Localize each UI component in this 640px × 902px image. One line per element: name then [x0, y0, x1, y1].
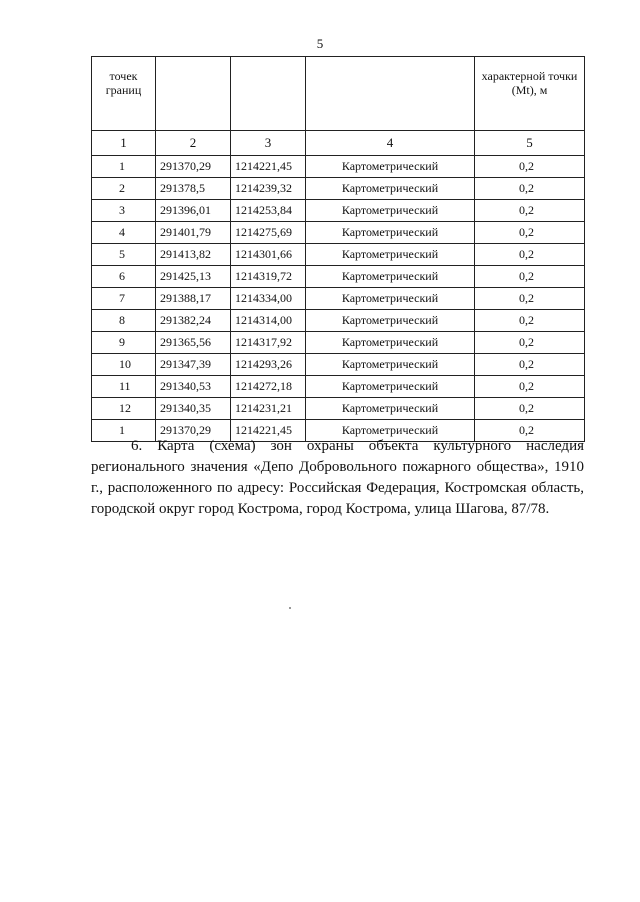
point-number-cell: 3	[92, 200, 156, 222]
y-coordinate-cell: 1214253,84	[231, 200, 306, 222]
y-coordinate-cell: 1214314,00	[231, 310, 306, 332]
header-x	[156, 57, 231, 131]
y-coordinate-cell: 1214221,45	[231, 156, 306, 178]
scan-speck	[289, 607, 291, 609]
x-coordinate-cell: 291382,24	[156, 310, 231, 332]
method-cell: Картометрический	[306, 310, 475, 332]
y-coordinate-cell: 1214319,72	[231, 266, 306, 288]
x-coordinate-cell: 291370,29	[156, 420, 231, 442]
accuracy-cell: 0,2	[475, 156, 585, 178]
table-row	[92, 332, 585, 354]
point-number-cell: 4	[92, 222, 156, 244]
accuracy-cell: 0,2	[475, 332, 585, 354]
coordinates-table	[91, 56, 585, 442]
table-row	[92, 398, 585, 420]
y-coordinate-cell: 1214334,00	[231, 288, 306, 310]
table-row	[92, 156, 585, 178]
y-coordinate-cell: 1214239,32	[231, 178, 306, 200]
method-cell: Картометрический	[306, 354, 475, 376]
method-cell: Картометрический	[306, 266, 475, 288]
x-coordinate-cell: 291365,56	[156, 332, 231, 354]
x-coordinate-cell: 291413,82	[156, 244, 231, 266]
column-number-row	[92, 131, 585, 156]
accuracy-cell: 0,2	[475, 244, 585, 266]
x-coordinate-cell: 291388,17	[156, 288, 231, 310]
point-number-cell: 9	[92, 332, 156, 354]
x-coordinate-cell: 291340,53	[156, 376, 231, 398]
point-number-cell: 1	[92, 420, 156, 442]
page-number: 5	[316, 36, 324, 51]
accuracy-cell: 0,2	[475, 354, 585, 376]
point-number-cell: 8	[92, 310, 156, 332]
x-coordinate-cell: 291401,79	[156, 222, 231, 244]
y-coordinate-cell: 1214221,45	[231, 420, 306, 442]
accuracy-cell: 0,2	[475, 310, 585, 332]
point-number-cell: 10	[92, 354, 156, 376]
method-cell: Картометрический	[306, 244, 475, 266]
column-number: 5	[475, 131, 585, 156]
accuracy-cell: 0,2	[475, 376, 585, 398]
point-number-cell: 2	[92, 178, 156, 200]
method-cell: Картометрический	[306, 178, 475, 200]
point-number-cell: 11	[92, 376, 156, 398]
x-coordinate-cell: 291340,35	[156, 398, 231, 420]
column-number: 4	[306, 131, 475, 156]
x-coordinate-cell: 291378,5	[156, 178, 231, 200]
table-row	[92, 222, 585, 244]
table-row	[92, 200, 585, 222]
point-number-cell: 1	[92, 156, 156, 178]
table-row	[92, 310, 585, 332]
paragraph-text: 6. Карта (схема) зон охраны объекта культурного наследия регионального значения «Депо Добровольного пожарного общества», 1910 г., расположенного по адресу: Российская Федерация, Костромская область, городской округ город Кострома, город Кострома, улица Шагова, 87/78.	[91, 438, 584, 517]
table-row	[92, 288, 585, 310]
column-number: 2	[156, 131, 231, 156]
method-cell: Картометрический	[306, 376, 475, 398]
method-cell: Картометрический	[306, 222, 475, 244]
accuracy-cell: 0,2	[475, 178, 585, 200]
accuracy-cell: 0,2	[475, 398, 585, 420]
accuracy-cell: 0,2	[475, 288, 585, 310]
accuracy-cell: 0,2	[475, 200, 585, 222]
y-coordinate-cell: 1214293,26	[231, 354, 306, 376]
y-coordinate-cell: 1214275,69	[231, 222, 306, 244]
accuracy-cell: 0,2	[475, 222, 585, 244]
column-number: 3	[231, 131, 306, 156]
y-coordinate-cell: 1214272,18	[231, 376, 306, 398]
table-row	[92, 354, 585, 376]
point-number-cell: 5	[92, 244, 156, 266]
x-coordinate-cell: 291370,29	[156, 156, 231, 178]
method-cell: Картометрический	[306, 288, 475, 310]
table-row	[92, 244, 585, 266]
table-header-row	[92, 57, 585, 131]
section-paragraph	[91, 436, 584, 520]
y-coordinate-cell: 1214317,92	[231, 332, 306, 354]
method-cell: Картометрический	[306, 398, 475, 420]
header-y	[231, 57, 306, 131]
table-row	[92, 178, 585, 200]
table-row	[92, 376, 585, 398]
method-cell: Картометрический	[306, 200, 475, 222]
y-coordinate-cell: 1214301,66	[231, 244, 306, 266]
header-point-number: точек границ	[92, 57, 156, 131]
column-number: 1	[92, 131, 156, 156]
accuracy-cell: 0,2	[475, 266, 585, 288]
y-coordinate-cell: 1214231,21	[231, 398, 306, 420]
point-number-cell: 7	[92, 288, 156, 310]
point-number-cell: 6	[92, 266, 156, 288]
accuracy-cell: 0,2	[475, 420, 585, 442]
header-accuracy: характерной точки (Mt), м	[475, 57, 585, 131]
x-coordinate-cell: 291347,39	[156, 354, 231, 376]
table-row	[92, 266, 585, 288]
point-number-cell: 12	[92, 398, 156, 420]
x-coordinate-cell: 291425,13	[156, 266, 231, 288]
method-cell: Картометрический	[306, 332, 475, 354]
method-cell: Картометрический	[306, 420, 475, 442]
x-coordinate-cell: 291396,01	[156, 200, 231, 222]
header-method	[306, 57, 475, 131]
method-cell: Картометрический	[306, 156, 475, 178]
